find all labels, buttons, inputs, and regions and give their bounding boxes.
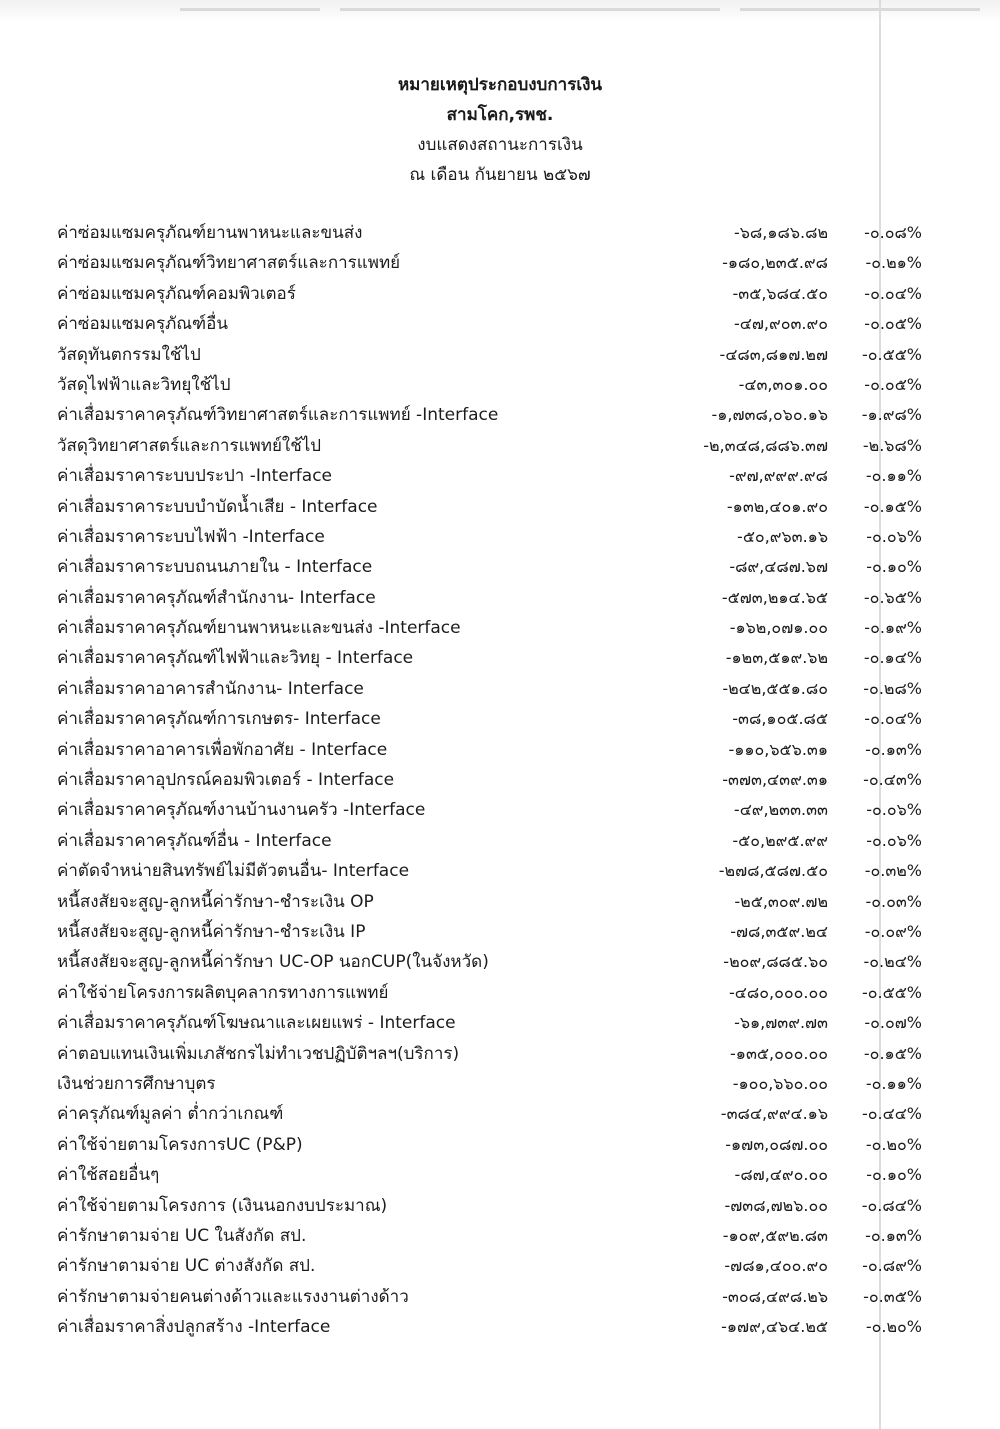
expense-label: หนี้สงสัยจะสูญ-ลูกหนี้ค่ารักษา-ชำระเงิน IP <box>57 921 366 942</box>
expense-amount: -๘๗,๔๙๐.๐๐ <box>734 1165 828 1185</box>
organization-name: สามโคก,รพช. <box>446 105 554 125</box>
scan-artifact-top <box>0 0 1000 22</box>
expense-percent: -๐.๕๕% <box>861 344 922 364</box>
expense-row <box>0 945 1000 975</box>
expense-row <box>0 550 1000 580</box>
expense-label: ค่าใช้จ่ายตามโครงการ (เงินนอกงบประมาณ) <box>57 1195 388 1216</box>
expense-amount: -๔๙,๒๓๓.๓๓ <box>733 800 828 820</box>
expense-amount: -๑๗๓,๐๘๗.๐๐ <box>725 1134 828 1154</box>
scan-streak <box>180 8 320 11</box>
expense-percent: -๐.๒๐% <box>865 1317 922 1337</box>
expense-label: ค่าเสื่อมราคาครุภัณฑ์การเกษตร- Interface <box>57 709 381 730</box>
expense-amount: -๗๘๑,๔๐๐.๙๐ <box>724 1256 828 1276</box>
expense-label: วัสดุวิทยาศาสตร์และการแพทย์ใช้ไป <box>57 435 322 456</box>
expense-amount: -๘๙,๔๘๗.๖๗ <box>729 557 828 577</box>
expense-percent: -๐.๐๔% <box>864 283 922 303</box>
expense-label: ค่าเสื่อมราคาสิ่งปลูกสร้าง -Interface <box>57 1317 331 1338</box>
expense-amount: -๑๐๐,๖๖๐.๐๐ <box>732 1073 828 1093</box>
expense-amount: -๔๗,๙๐๓.๙๐ <box>734 314 828 334</box>
expense-row <box>0 702 1000 732</box>
expense-amount: -๙๗,๙๙๙.๙๘ <box>729 466 828 486</box>
expense-percent: -๐.๒๔% <box>863 952 922 972</box>
expense-amount: -๖๘,๑๘๖.๘๒ <box>734 223 828 242</box>
expense-row <box>0 277 1000 307</box>
expense-list <box>0 216 1000 1340</box>
expense-amount: -๑๖๒,๐๗๑.๐๐ <box>729 618 828 638</box>
expense-row <box>0 1158 1000 1188</box>
expense-row <box>0 1280 1000 1310</box>
expense-row <box>0 1219 1000 1249</box>
expense-label: วัสดุทันตกรรมใช้ไป <box>57 344 201 365</box>
expense-amount: -๗๘,๓๕๙.๒๔ <box>730 921 828 941</box>
expense-amount: -๒๔๒,๕๕๑.๘๐ <box>722 678 828 698</box>
expense-amount: -๔๘๐,๐๐๐.๐๐ <box>729 982 828 1002</box>
expense-row <box>0 672 1000 702</box>
expense-percent: -๐.๐๓% <box>865 891 922 911</box>
expense-label: เงินช่วยการศึกษาบุตร <box>57 1073 216 1094</box>
expense-label: หนี้สงสัยจะสูญ-ลูกหนี้ค่ารักษา UC-OP นอกCUP(ในจังหวัด) <box>57 952 489 973</box>
expense-label: ค่าเสื่อมราคาอาคารสำนักงาน- Interface <box>57 678 364 699</box>
scan-streak <box>740 8 980 11</box>
expense-row <box>0 763 1000 793</box>
expense-row <box>0 1067 1000 1097</box>
expense-percent: -๐.๑๓% <box>865 1225 922 1245</box>
expense-label: ค่าตัดจำหน่ายสินทรัพย์ไม่มีตัวตนอื่น- Interface <box>57 861 410 882</box>
expense-label: ค่าเสื่อมราคาครุภัณฑ์ยานพาหนะและขนส่ง -Interface <box>57 618 461 639</box>
expense-percent: -๐.๒๑% <box>865 253 922 273</box>
expense-amount: -๑,๗๓๘,๐๖๐.๑๖ <box>711 405 828 425</box>
expense-amount: -๔๓,๓๐๑.๐๐ <box>738 374 828 394</box>
expense-label: ค่าเสื่อมราคาระบบประปา -Interface <box>57 466 332 487</box>
expense-row <box>0 581 1000 611</box>
expense-percent: -๐.๐๖% <box>866 526 922 546</box>
expense-percent: -๐.๓๒% <box>864 861 922 881</box>
expense-label: ค่ารักษาตามจ่าย UC ในสังกัด สป. <box>57 1225 307 1246</box>
expense-amount: -๗๓๘,๗๒๖.๐๐ <box>724 1195 828 1215</box>
expense-row <box>0 1249 1000 1279</box>
scan-streak <box>340 8 720 11</box>
expense-label: ค่าเสื่อมราคาระบบบำบัดน้ำเสีย - Interface <box>57 496 378 517</box>
expense-label: ค่าใช้จ่ายโครงการผลิตบุคลากรทางการแพทย์ <box>57 982 389 1003</box>
expense-amount: -๓๕,๖๘๔.๕๐ <box>732 283 828 303</box>
expense-label: ค่าซ่อมแซมครุภัณฑ์คอมพิวเตอร์ <box>57 283 296 304</box>
expense-label: วัสดุไฟฟ้าและวิทยุใช้ไป <box>57 374 231 395</box>
expense-amount: -๓๗๓,๔๓๙.๓๑ <box>722 770 828 790</box>
expense-percent: -๐.๐๙% <box>864 921 922 941</box>
expense-amount: -๓๐๘,๔๙๘.๒๖ <box>722 1286 828 1306</box>
expense-percent: -๐.๑๕% <box>863 1043 922 1063</box>
expense-row <box>0 915 1000 945</box>
expense-amount: -๒๐๙,๘๘๕.๖๐ <box>723 952 828 972</box>
expense-percent: -๐.๑๙% <box>864 618 922 638</box>
expense-label: ค่าใช้จ่ายตามโครงการUC (P&P) <box>57 1134 303 1155</box>
expense-label: ค่าเสื่อมราคาครุภัณฑ์งานบ้านงานครัว -Interface <box>57 800 426 821</box>
expense-amount: -๑๘๐,๒๓๕.๙๘ <box>722 253 828 273</box>
expense-amount: -๑๑๐,๖๕๖.๓๑ <box>728 739 828 759</box>
expense-percent: -๐.๑๐% <box>866 557 922 577</box>
expense-row <box>0 1037 1000 1067</box>
expense-label: ค่าเสื่อมราคาอุปกรณ์คอมพิวเตอร์ - Interface <box>57 770 395 791</box>
expense-percent: -๐.๕๕% <box>861 982 922 1002</box>
statement-name: งบแสดงสถานะการเงิน <box>417 135 583 155</box>
expense-percent: -๐.๘๙% <box>862 1256 922 1276</box>
expense-amount: -๓๘๔,๙๙๔.๑๖ <box>720 1104 828 1124</box>
expense-percent: -๐.๓๕% <box>863 1286 922 1306</box>
expense-percent: -๐.๐๗% <box>864 1013 922 1033</box>
expense-row <box>0 1006 1000 1036</box>
expense-row <box>0 429 1000 459</box>
expense-row <box>0 1097 1000 1127</box>
expense-label: ค่าเสื่อมราคาครุภัณฑ์ไฟฟ้าและวิทยุ - Interface <box>57 648 414 669</box>
expense-label: ค่ารักษาตามจ่าย UC ต่างสังกัด สป. <box>57 1256 316 1277</box>
expense-label: ค่าเสื่อมราคาระบบถนนภายใน - Interface <box>57 557 373 578</box>
expense-row <box>0 1128 1000 1158</box>
expense-percent: -๐.๘๔% <box>861 1195 922 1215</box>
expense-row <box>0 216 1000 246</box>
expense-amount: -๑๒๓,๕๑๙.๖๒ <box>725 648 828 668</box>
expense-label: ค่าใช้สอยอื่นๆ <box>57 1165 160 1186</box>
expense-row <box>0 854 1000 884</box>
expense-row <box>0 733 1000 763</box>
expense-label: ค่าเสื่อมราคาครุภัณฑ์วิทยาศาสตร์และการแพทย์ -Interface <box>57 405 499 426</box>
expense-amount: -๕๐,๙๖๓.๑๖ <box>737 526 828 546</box>
expense-percent: -๐.๐๖% <box>866 800 922 820</box>
expense-label: ค่าเสื่อมราคาระบบไฟฟ้า -Interface <box>57 526 325 547</box>
expense-amount: -๔๘๓,๘๑๗.๒๗ <box>719 344 828 364</box>
expense-percent: -๑.๙๘% <box>861 405 922 425</box>
expense-row <box>0 459 1000 489</box>
expense-row <box>0 976 1000 1006</box>
expense-label: ค่ารักษาตามจ่ายคนต่างด้าวและแรงงานต่างด้าว <box>57 1286 409 1307</box>
expense-label: ค่าซ่อมแซมครุภัณฑ์วิทยาศาสตร์และการแพทย์ <box>57 253 401 274</box>
expense-amount: -๒,๓๔๘,๘๘๖.๓๗ <box>703 435 828 455</box>
expense-label: ค่าครุภัณฑ์มูลค่า ต่ำกว่าเกณฑ์ <box>57 1104 284 1125</box>
expense-label: ค่าตอบแทนเงินเพิ่มเภสัชกรไม่ทำเวชปฏิบัติฯลฯ(บริการ) <box>57 1043 460 1064</box>
expense-row <box>0 611 1000 641</box>
expense-percent: -๐.๖๕% <box>863 587 922 607</box>
expense-row <box>0 641 1000 671</box>
expense-amount: -๒๕,๓๐๙.๗๒ <box>734 891 828 911</box>
expense-percent: -๐.๑๐% <box>866 1165 922 1185</box>
expense-percent: -๐.๐๕% <box>864 314 922 334</box>
expense-row <box>0 246 1000 276</box>
expense-row <box>0 1189 1000 1219</box>
expense-row <box>0 368 1000 398</box>
expense-label: ค่าเสื่อมราคาอาคารเพื่อพักอาศัย - Interface <box>57 739 388 760</box>
expense-row <box>0 885 1000 915</box>
expense-percent: -๐.๔๔% <box>861 1104 922 1124</box>
expense-amount: -๑๓๕,๐๐๐.๐๐ <box>730 1043 828 1063</box>
expense-percent: -๐.๐๔% <box>864 709 922 729</box>
document-title: หมายเหตุประกอบงบการเงิน <box>397 75 603 95</box>
expense-percent: -๐.๑๑% <box>865 466 922 486</box>
expense-percent: -๐.๑๕% <box>863 496 922 516</box>
expense-label: ค่าเสื่อมราคาครุภัณฑ์สำนักงาน- Interface <box>57 587 376 608</box>
expense-percent: -๐.๔๓% <box>863 770 922 790</box>
expense-percent: -๐.๐๕% <box>864 374 922 394</box>
expense-amount: -๑๗๙,๔๖๔.๒๕ <box>721 1317 828 1337</box>
expense-percent: -๐.๑๓% <box>865 739 922 759</box>
expense-row <box>0 1310 1000 1340</box>
expense-amount: -๖๑,๗๓๙.๗๓ <box>734 1013 828 1033</box>
expense-percent: -๐.๐๘% <box>864 223 922 242</box>
expense-label: ค่าซ่อมแซมครุภัณฑ์อื่น <box>57 314 228 335</box>
expense-amount: -๑๐๙,๕๙๒.๘๓ <box>722 1225 828 1245</box>
statement-period: ณ เดือน กันยายน ๒๕๖๗ <box>409 165 591 185</box>
expense-percent: -๐.๐๖% <box>866 830 922 850</box>
expense-amount: -๕๗๓,๒๑๔.๖๕ <box>721 587 828 607</box>
expense-row <box>0 338 1000 368</box>
expense-row <box>0 398 1000 428</box>
expense-percent: -๐.๑๑% <box>865 1073 922 1093</box>
expense-row <box>0 793 1000 823</box>
expense-percent: -๐.๒๘% <box>863 678 922 698</box>
expense-row <box>0 490 1000 520</box>
expense-amount: -๑๓๒,๔๐๑.๙๐ <box>726 496 828 516</box>
expense-amount: -๕๐,๒๙๕.๙๙ <box>732 830 828 850</box>
expense-label: หนี้สงสัยจะสูญ-ลูกหนี้ค่ารักษา-ชำระเงิน OP <box>57 891 374 912</box>
expense-amount: -๒๗๘,๕๘๗.๕๐ <box>718 861 828 881</box>
expense-row <box>0 520 1000 550</box>
expense-label: ค่าเสื่อมราคาครุภัณฑ์โฆษณาและเผยแพร่ - Interface <box>57 1013 456 1034</box>
expense-label: ค่าเสื่อมราคาครุภัณฑ์อื่น - Interface <box>57 830 332 851</box>
expense-percent: -๐.๑๔% <box>863 648 922 668</box>
expense-amount: -๓๘,๑๐๕.๘๕ <box>732 709 828 729</box>
expense-percent: -๐.๒๐% <box>865 1134 922 1154</box>
expense-percent: -๒.๖๘% <box>862 435 922 455</box>
expense-label: ค่าซ่อมแซมครุภัณฑ์ยานพาหนะและขนส่ง <box>57 223 363 243</box>
document-header <box>0 70 1000 190</box>
expense-row <box>0 824 1000 854</box>
expense-row <box>0 307 1000 337</box>
